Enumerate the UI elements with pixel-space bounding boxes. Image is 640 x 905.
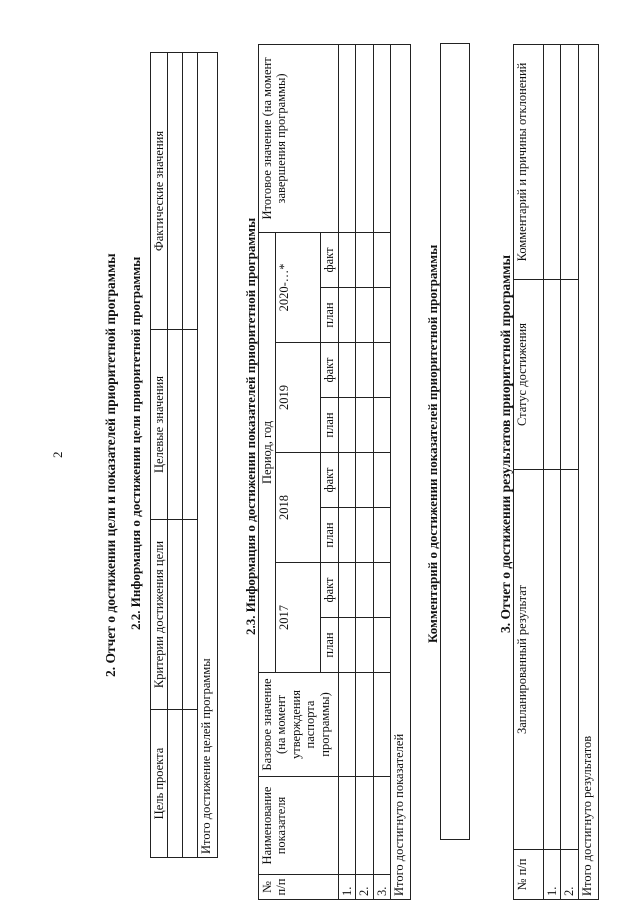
goal-table bbox=[150, 52, 218, 858]
goal-total-row bbox=[198, 53, 218, 858]
row-number: 1. bbox=[338, 875, 355, 900]
table-row bbox=[338, 44, 355, 899]
table-row bbox=[183, 53, 198, 858]
col-final-value: Итоговое значение (на момент завершения программы) bbox=[259, 44, 339, 232]
row-number: 3. bbox=[373, 875, 390, 900]
row-number: 2. bbox=[561, 850, 578, 900]
col-indicator-name: Наименование показателя bbox=[259, 777, 339, 875]
indicators-table bbox=[258, 44, 411, 900]
col-base-value: Базовое значение (на момент утверждения паспорта программы) bbox=[259, 673, 339, 777]
plan-label: план bbox=[321, 618, 338, 673]
col-comment: Комментарий и причины отклонений bbox=[514, 45, 544, 280]
results-total-label: Итого достигнуто результатов bbox=[578, 45, 598, 900]
results-total-row bbox=[578, 45, 598, 900]
row-number: 2. bbox=[356, 875, 373, 900]
table-row bbox=[544, 45, 561, 900]
indicators-total-row bbox=[390, 44, 410, 899]
year-2017: 2017 bbox=[276, 563, 321, 673]
fact-label: факт bbox=[321, 563, 338, 618]
year-2019: 2019 bbox=[276, 343, 321, 453]
plan-label: план bbox=[321, 288, 338, 343]
subsection-2-2-title: 2.2. Информация о достижении цели приоритетной программы bbox=[128, 256, 143, 630]
col-target-values: Целевые значения bbox=[151, 330, 168, 520]
plan-label: план bbox=[321, 508, 338, 563]
fact-label: факт bbox=[321, 232, 338, 287]
col-project-goal: Цель проекта bbox=[151, 710, 168, 858]
col-goal-criteria: Критерии достижения цели bbox=[151, 520, 168, 710]
col-planned-result: Запланированный результат bbox=[514, 470, 544, 850]
col-period-year: Период, год bbox=[259, 232, 276, 672]
plan-label: план bbox=[321, 398, 338, 453]
goal-total-label: Итого достижение целей программы bbox=[198, 53, 218, 858]
subsection-2-3-title: 2.3. Информация о достижении показателей приоритетной программы bbox=[243, 217, 258, 635]
indicators-header-row-1 bbox=[259, 44, 276, 899]
year-2018: 2018 bbox=[276, 453, 321, 563]
goal-table-header bbox=[151, 53, 168, 858]
col-actual-values: Фактические значения bbox=[151, 53, 168, 330]
page-number: 2 bbox=[50, 451, 65, 458]
indicators-total-label: Итого достигнуто показателей bbox=[390, 44, 410, 899]
col-status: Статус достижения bbox=[514, 280, 544, 470]
table-row bbox=[356, 44, 373, 899]
comment-title: Комментарий о достижении показателей приоритетной программы bbox=[425, 244, 440, 643]
comment-box bbox=[440, 43, 470, 840]
table-row bbox=[561, 45, 578, 900]
table-row bbox=[373, 44, 390, 899]
section-2-title: 2. Отчет о достижении цели и показателей приоритетной программы bbox=[103, 253, 118, 677]
fact-label: факт bbox=[321, 453, 338, 508]
table-row bbox=[168, 53, 183, 858]
year-2020: 2020-…* bbox=[276, 232, 321, 342]
section-3-title: 3. Отчет о достижении результатов приоритетной программы bbox=[498, 254, 513, 633]
results-table bbox=[513, 44, 599, 900]
row-number: 1. bbox=[544, 850, 561, 900]
fact-label: факт bbox=[321, 343, 338, 398]
col-num: № п/п bbox=[259, 875, 339, 900]
col-num: № п/п bbox=[514, 850, 544, 900]
results-header bbox=[514, 45, 544, 900]
